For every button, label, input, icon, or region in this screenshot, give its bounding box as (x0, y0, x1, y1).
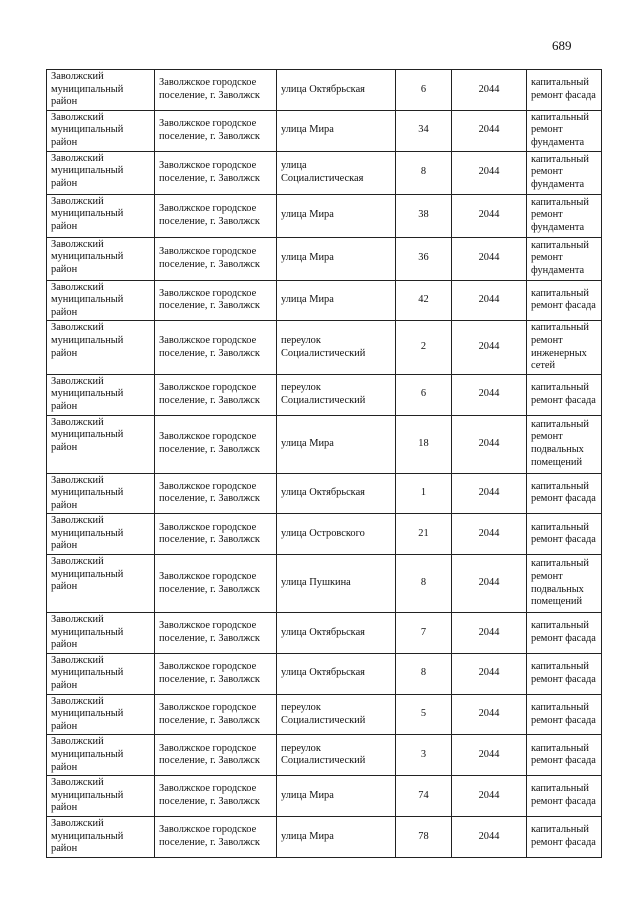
table-row (47, 280, 602, 321)
street-cell: улица Октябрьская (277, 653, 396, 694)
street-cell: переулок Социалистический (277, 374, 396, 415)
house-number-cell: 36 (396, 237, 452, 280)
house-number-cell: 7 (396, 613, 452, 654)
district-cell: Заволжский муниципальный район (47, 70, 155, 111)
district-cell: Заволжский муниципальный район (47, 694, 155, 735)
street-cell: улица Октябрьская (277, 613, 396, 654)
street-cell: улица Островского (277, 514, 396, 555)
repair-schedule-table (46, 69, 602, 858)
table-row (47, 473, 602, 514)
year-cell: 2044 (452, 735, 527, 776)
year-cell: 2044 (452, 280, 527, 321)
table-row (47, 374, 602, 415)
work-type-cell: капитальный ремонт фундамента (527, 110, 602, 151)
table-row (47, 514, 602, 555)
house-number-cell: 5 (396, 694, 452, 735)
district-cell: Заволжский муниципальный район (47, 237, 155, 280)
work-type-cell: капитальный ремонт фундамента (527, 194, 602, 237)
work-type-cell: капитальный ремонт фасада (527, 613, 602, 654)
year-cell: 2044 (452, 237, 527, 280)
table-row (47, 653, 602, 694)
street-cell: переулок Социалистический (277, 694, 396, 735)
work-type-cell: капитальный ремонт фундамента (527, 237, 602, 280)
settlement-cell: Заволжское городское поселение, г. Заволжск (155, 110, 277, 151)
house-number-cell: 21 (396, 514, 452, 555)
district-cell: Заволжский муниципальный район (47, 151, 155, 194)
district-cell: Заволжский муниципальный район (47, 514, 155, 555)
settlement-cell: Заволжское городское поселение, г. Заволжск (155, 374, 277, 415)
district-cell: Заволжский муниципальный район (47, 776, 155, 817)
work-type-cell: капитальный ремонт фасада (527, 776, 602, 817)
year-cell: 2044 (452, 321, 527, 374)
work-type-cell: капитальный ремонт фасада (527, 374, 602, 415)
settlement-cell: Заволжское городское поселение, г. Заволжск (155, 70, 277, 111)
house-number-cell: 6 (396, 70, 452, 111)
street-cell: улица Мира (277, 237, 396, 280)
year-cell: 2044 (452, 776, 527, 817)
work-type-cell: капитальный ремонт фасада (527, 735, 602, 776)
work-type-cell: капитальный ремонт фасада (527, 280, 602, 321)
table-row (47, 70, 602, 111)
table-row (47, 694, 602, 735)
work-type-cell: капитальный ремонт фундамента (527, 151, 602, 194)
house-number-cell: 8 (396, 653, 452, 694)
district-cell: Заволжский муниципальный район (47, 194, 155, 237)
house-number-cell: 1 (396, 473, 452, 514)
settlement-cell: Заволжское городское поселение, г. Заволжск (155, 194, 277, 237)
year-cell: 2044 (452, 514, 527, 555)
settlement-cell: Заволжское городское поселение, г. Заволжск (155, 816, 277, 857)
district-cell: Заволжский муниципальный район (47, 653, 155, 694)
year-cell: 2044 (452, 194, 527, 237)
district-cell: Заволжский муниципальный район (47, 816, 155, 857)
settlement-cell: Заволжское городское поселение, г. Заволжск (155, 415, 277, 473)
settlement-cell: Заволжское городское поселение, г. Заволжск (155, 653, 277, 694)
street-cell: улица Мира (277, 816, 396, 857)
district-cell: Заволжский муниципальный район (47, 613, 155, 654)
settlement-cell: Заволжское городское поселение, г. Заволжск (155, 321, 277, 374)
settlement-cell: Заволжское городское поселение, г. Заволжск (155, 280, 277, 321)
house-number-cell: 42 (396, 280, 452, 321)
work-type-cell: капитальный ремонт фасада (527, 653, 602, 694)
district-cell: Заволжский муниципальный район (47, 735, 155, 776)
work-type-cell: капитальный ремонт подвальных помещений (527, 415, 602, 473)
street-cell: улица Мира (277, 280, 396, 321)
year-cell: 2044 (452, 374, 527, 415)
page-number: 689 (552, 38, 572, 53)
year-cell: 2044 (452, 473, 527, 514)
work-type-cell: капитальный ремонт инженерных сетей (527, 321, 602, 374)
work-type-cell: капитальный ремонт подвальных помещений (527, 555, 602, 613)
work-type-cell: капитальный ремонт фасада (527, 694, 602, 735)
settlement-cell: Заволжское городское поселение, г. Заволжск (155, 555, 277, 613)
table-row (47, 194, 602, 237)
house-number-cell: 38 (396, 194, 452, 237)
table-row (47, 555, 602, 613)
settlement-cell: Заволжское городское поселение, г. Заволжск (155, 613, 277, 654)
street-cell: переулок Социалистический (277, 321, 396, 374)
table-row (47, 816, 602, 857)
house-number-cell: 8 (396, 151, 452, 194)
table-row (47, 237, 602, 280)
table-row (47, 321, 602, 374)
year-cell: 2044 (452, 555, 527, 613)
street-cell: улица Мира (277, 415, 396, 473)
year-cell: 2044 (452, 110, 527, 151)
work-type-cell: капитальный ремонт фасада (527, 816, 602, 857)
house-number-cell: 6 (396, 374, 452, 415)
house-number-cell: 74 (396, 776, 452, 817)
year-cell: 2044 (452, 70, 527, 111)
year-cell: 2044 (452, 694, 527, 735)
settlement-cell: Заволжское городское поселение, г. Заволжск (155, 694, 277, 735)
table-row (47, 776, 602, 817)
settlement-cell: Заволжское городское поселение, г. Заволжск (155, 473, 277, 514)
work-type-cell: капитальный ремонт фасада (527, 473, 602, 514)
house-number-cell: 8 (396, 555, 452, 613)
street-cell: переулок Социалистический (277, 735, 396, 776)
year-cell: 2044 (452, 653, 527, 694)
house-number-cell: 18 (396, 415, 452, 473)
settlement-cell: Заволжское городское поселение, г. Заволжск (155, 151, 277, 194)
table-row (47, 110, 602, 151)
house-number-cell: 34 (396, 110, 452, 151)
table-row (47, 613, 602, 654)
district-cell: Заволжский муниципальный район (47, 473, 155, 514)
settlement-cell: Заволжское городское поселение, г. Заволжск (155, 237, 277, 280)
settlement-cell: Заволжское городское поселение, г. Заволжск (155, 735, 277, 776)
year-cell: 2044 (452, 415, 527, 473)
street-cell: улица Октябрьская (277, 473, 396, 514)
street-cell: улица Мира (277, 110, 396, 151)
district-cell: Заволжский муниципальный район (47, 374, 155, 415)
table-row (47, 151, 602, 194)
house-number-cell: 3 (396, 735, 452, 776)
district-cell: Заволжский муниципальный район (47, 555, 155, 613)
district-cell: Заволжский муниципальный район (47, 415, 155, 473)
street-cell: улица Мира (277, 194, 396, 237)
table-row (47, 415, 602, 473)
street-cell: улица Октябрьская (277, 70, 396, 111)
settlement-cell: Заволжское городское поселение, г. Заволжск (155, 514, 277, 555)
work-type-cell: капитальный ремонт фасада (527, 514, 602, 555)
settlement-cell: Заволжское городское поселение, г. Заволжск (155, 776, 277, 817)
house-number-cell: 78 (396, 816, 452, 857)
table-row (47, 735, 602, 776)
year-cell: 2044 (452, 613, 527, 654)
district-cell: Заволжский муниципальный район (47, 280, 155, 321)
street-cell: улица Социалистическая (277, 151, 396, 194)
table-body (47, 70, 602, 858)
district-cell: Заволжский муниципальный район (47, 110, 155, 151)
street-cell: улица Мира (277, 776, 396, 817)
year-cell: 2044 (452, 151, 527, 194)
year-cell: 2044 (452, 816, 527, 857)
street-cell: улица Пушкина (277, 555, 396, 613)
work-type-cell: капитальный ремонт фасада (527, 70, 602, 111)
house-number-cell: 2 (396, 321, 452, 374)
district-cell: Заволжский муниципальный район (47, 321, 155, 374)
